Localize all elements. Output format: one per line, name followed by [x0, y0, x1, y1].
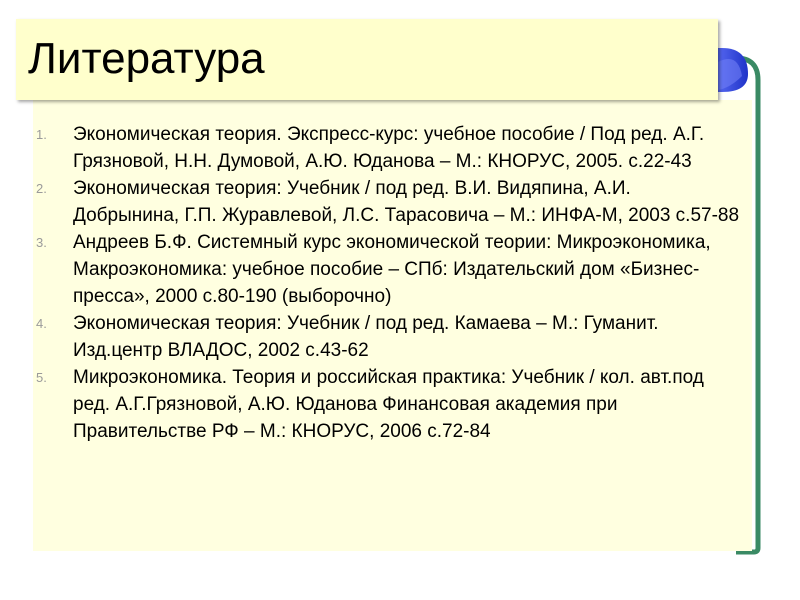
reference-text: Андреев Б.Ф. Системный курс экономической теории: Микроэкономика, Макроэкономика: учебное пособие – СПб: Издательский дом «Бизнес-пресса», 2000 с.80-190 (выборочно) — [73, 232, 711, 307]
title-box — [16, 19, 718, 100]
reference-text: Экономическая теория. Экспресс-курс: учебное пособие / Под ред. А.Г. Грязновой, Н.Н. Думовой, А.Ю. Юданова – М.: КНОРУС, 2005. с.22-43 — [73, 124, 705, 172]
reference-number: 2. — [36, 181, 47, 196]
reference-text: Микроэкономика. Теория и российская практика: Учебник / кол. авт.под ред. А.Г.Грязновой, А.Ю. Юданова Финансовая академия при Правительстве РФ – М.: КНОРУС, 2006 с.72-84 — [73, 367, 704, 442]
reference-item-5 — [36, 364, 742, 445]
reference-number: 3. — [36, 235, 47, 250]
reference-list — [36, 121, 742, 445]
reference-number: 1. — [36, 127, 47, 142]
reference-text: Экономическая теория: Учебник / под ред. В.И. Видяпина, А.И. Добрынина, Г.П. Журавлевой, Л.С. Тарасовича – М.: ИНФА-М, 2003 с.57-88 — [73, 178, 740, 226]
reference-item-2 — [36, 175, 742, 229]
reference-item-1 — [36, 121, 742, 175]
reference-item-3 — [36, 229, 742, 310]
slide-title: Литература — [28, 34, 265, 83]
reference-number: 4. — [36, 316, 47, 331]
reference-item-4 — [36, 310, 742, 364]
reference-number: 5. — [36, 370, 47, 385]
reference-text: Экономическая теория: Учебник / под ред. Камаева – М.: Гуманит. Изд.центр ВЛАДОС, 2002 с.43-62 — [73, 313, 659, 361]
